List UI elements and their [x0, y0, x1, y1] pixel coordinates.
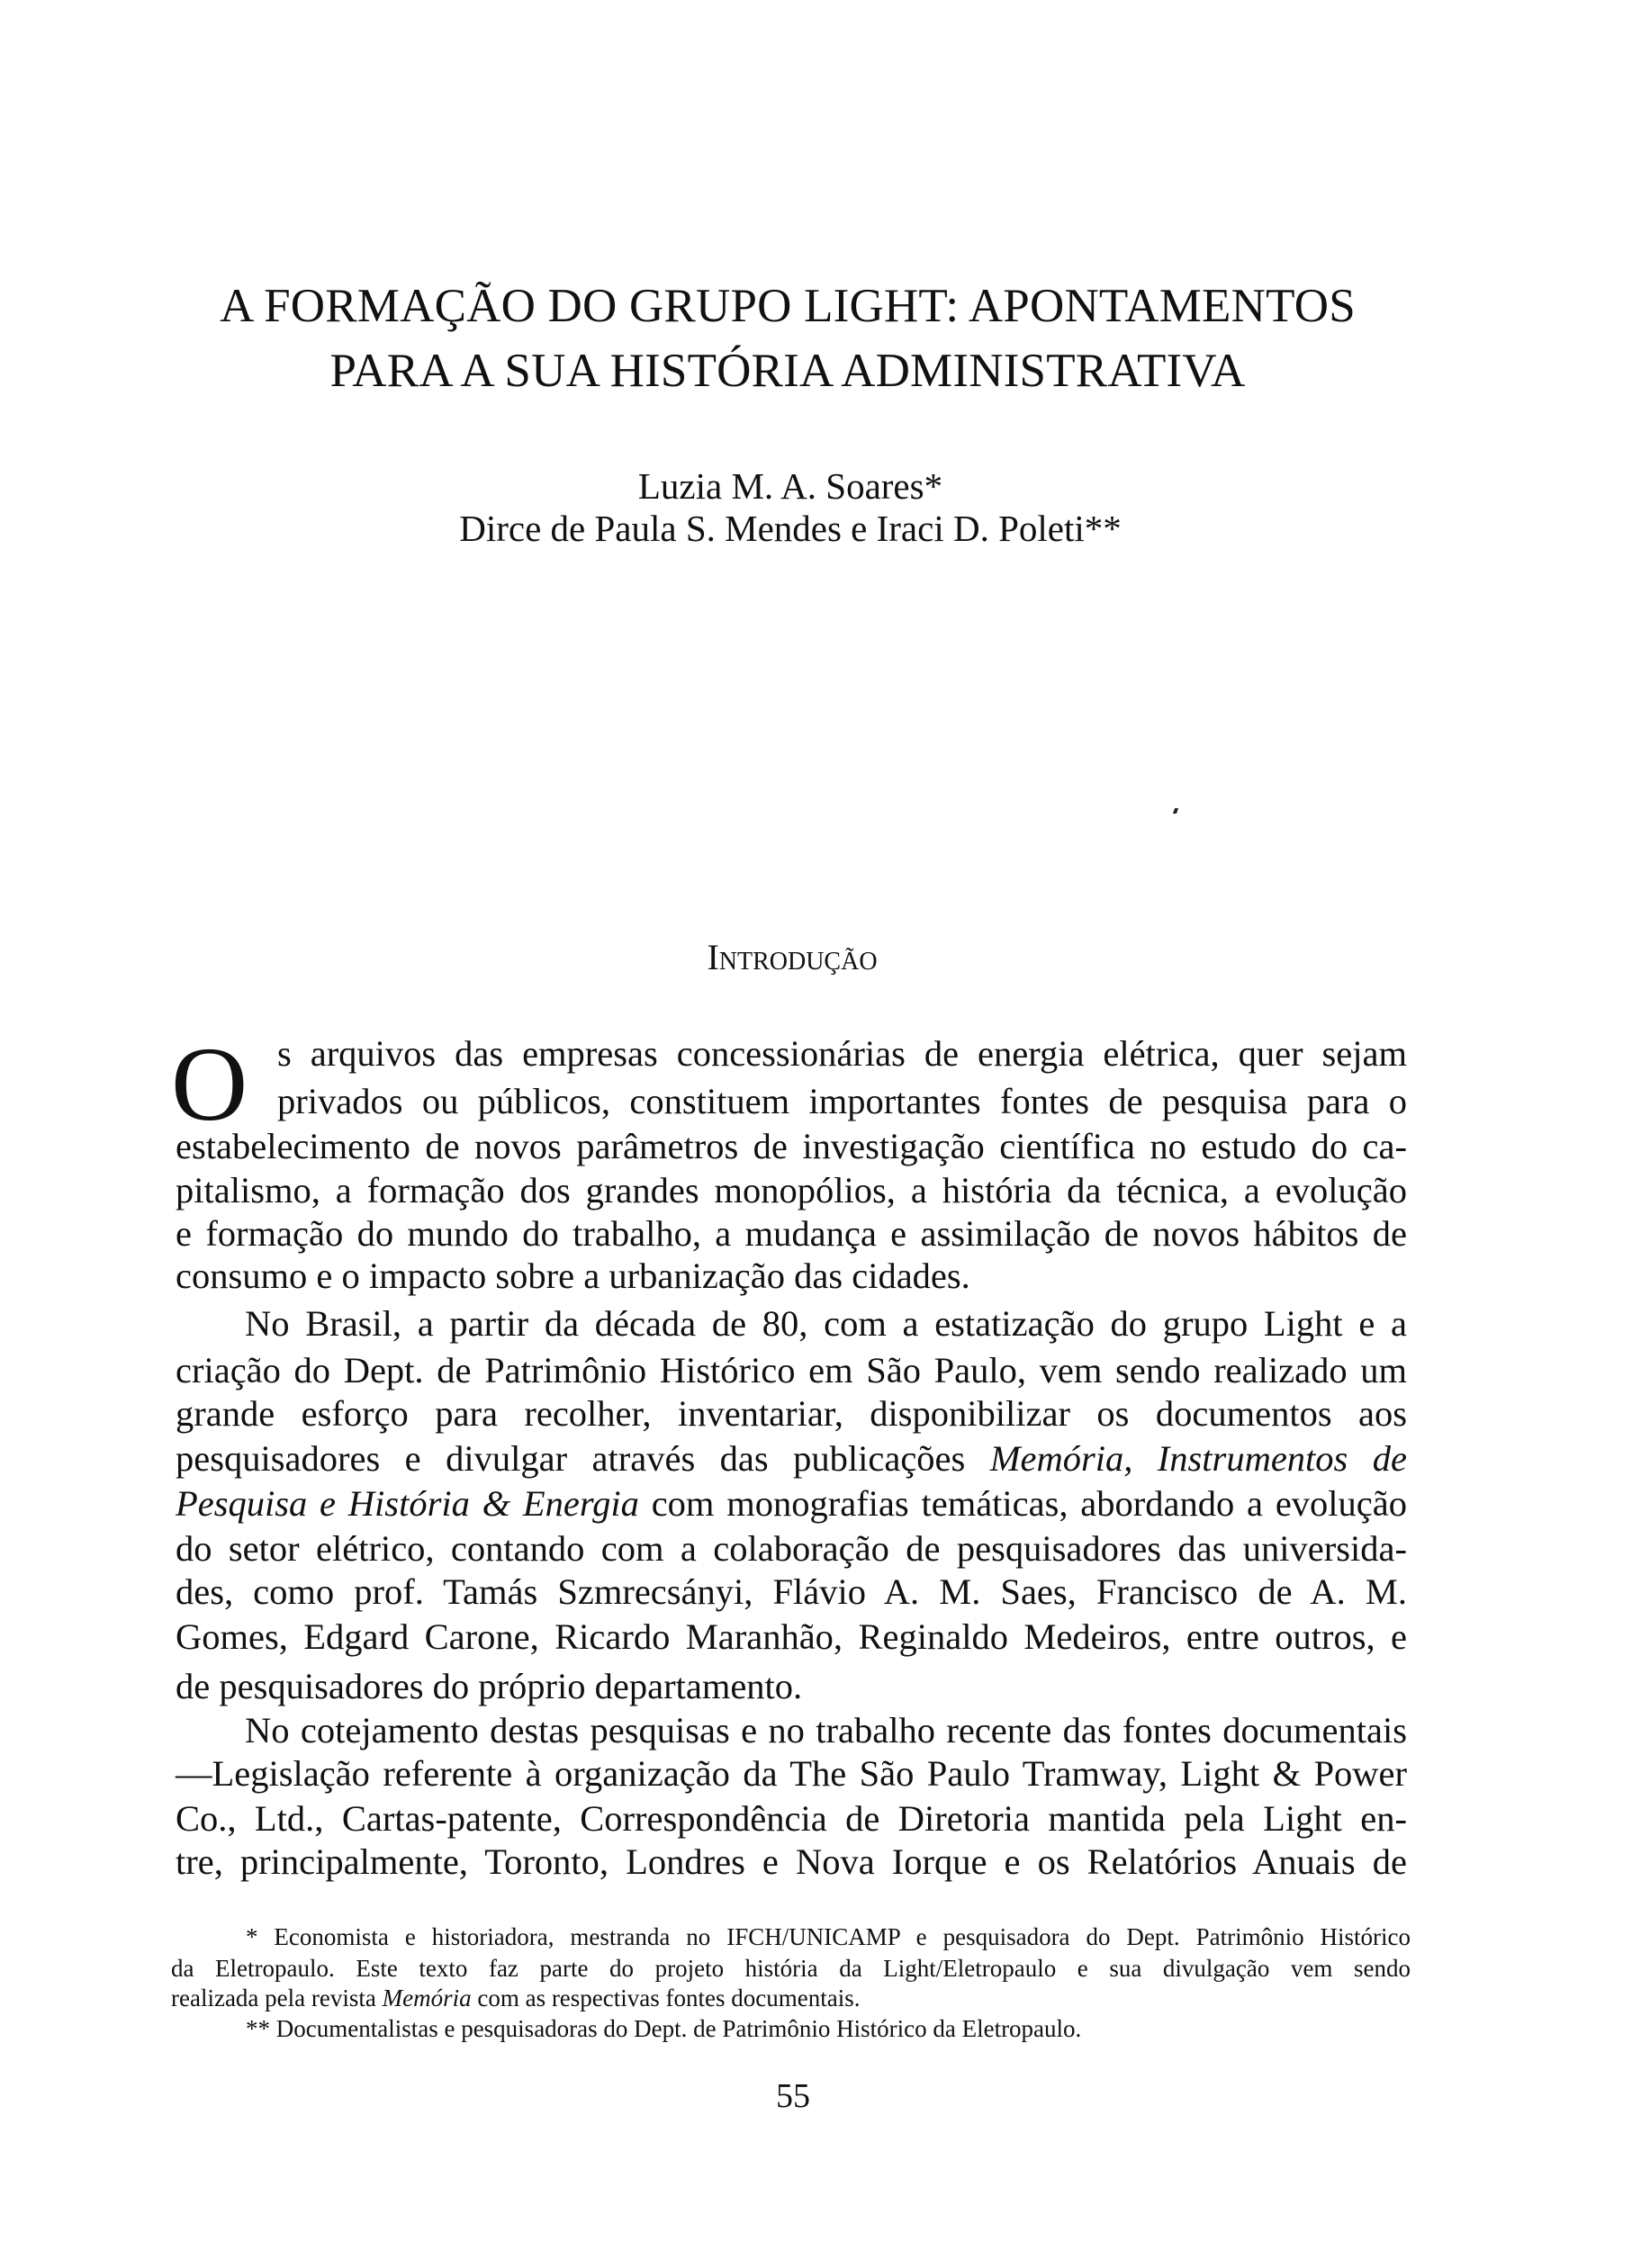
text-line: No Brasil, a partir da década de 80, com a estatização do grupo Light e a [245, 1303, 1407, 1344]
text-line: tre, principalmente, Toronto, Londres e Nova Iorque e os Relatórios Anuais de [176, 1841, 1407, 1882]
publication-title: Memória, Instrumentos de [989, 1438, 1407, 1479]
scan-speck [1173, 808, 1178, 814]
footnote-line: ** Documentalistas e pesquisadoras do Dept. de Patrimônio Histórico da Eletropaulo. [246, 2015, 1082, 2042]
footnote-line [171, 1986, 1411, 2011]
footnote-line: * Economista e historiadora, mestranda no IFCH/UNICAMP e pesquisadora do Dept. Patrimônio Histórico [246, 1923, 1411, 1950]
publication-title: Pesquisa e História & Energia [176, 1483, 639, 1524]
text-line: estabelecimento de novos parâmetros de investigação científica no estudo do ca- [176, 1126, 1407, 1166]
text-line: consumo e o impacto sobre a urbanização das cidades. [176, 1256, 970, 1296]
text-line: des, como prof. Tamás Szmrecsányi, Flávio A. M. Saes, Francisco de A. M. [176, 1571, 1407, 1612]
text-line [176, 1483, 1407, 1524]
text-line: pitalismo, a formação dos grandes monopólios, a história da técnica, a evolução [176, 1170, 1407, 1210]
text-line: privados ou públicos, constituem importantes fontes de pesquisa para o [277, 1081, 1407, 1121]
title-line-2: PARA A SUA HISTÓRIA ADMINISTRATIVA [329, 345, 1246, 397]
text-line: criação do Dept. de Patrimônio Histórico em São Paulo, vem sendo realizado um [176, 1350, 1407, 1390]
text-run: com monografias temáticas, abordando a evolução [638, 1483, 1407, 1524]
text-run: realizada pela revista [171, 1984, 383, 2012]
text-run: pesquisadores e divulgar através das publicações [176, 1438, 990, 1479]
author-line-1: Luzia M. A. Soares* [637, 465, 943, 507]
section-heading: Introdução [707, 937, 878, 977]
drop-cap: O [171, 1025, 248, 1143]
text-line: s arquivos das empresas concessionárias de energia elétrica, quer sejam [277, 1033, 1407, 1074]
text-line: grande esforço para recolher, inventariar, disponibilizar os documentos aos [176, 1393, 1407, 1434]
text-line: Gomes, Edgard Carone, Ricardo Maranhão, Reginaldo Medeiros, entre outros, e [176, 1616, 1407, 1657]
author-line-2: Dirce de Paula S. Mendes e Iraci D. Poleti** [459, 508, 1122, 549]
text-line: de pesquisadores do próprio departamento. [176, 1666, 803, 1706]
text-line [176, 1438, 1407, 1479]
footnote-line: da Eletropaulo. Este texto faz parte do projeto história da Light/Eletropaulo e sua divulgação vem sendo [171, 1955, 1411, 1982]
text-line: Co., Ltd., Cartas-patente, Correspondência de Diretoria mantida pela Light en- [176, 1798, 1407, 1839]
text-run: com as respectivas fontes documentais. [471, 1984, 861, 2012]
text-line: e formação do mundo do trabalho, a mudança e assimilação de novos hábitos de [176, 1213, 1407, 1254]
text-line: No cotejamento destas pesquisas e no trabalho recente das fontes documentais [245, 1710, 1407, 1750]
text-line: do setor elétrico, contando com a colaboração de pesquisadores das universida- [176, 1528, 1407, 1569]
page-number: 55 [776, 2077, 810, 2115]
text-line: —Legislação referente à organização da The São Paulo Tramway, Light & Power [176, 1753, 1407, 1794]
title-line-1: A FORMAÇÃO DO GRUPO LIGHT: APONTAMENTOS [220, 280, 1356, 332]
publication-title: Memória [382, 1984, 472, 2012]
